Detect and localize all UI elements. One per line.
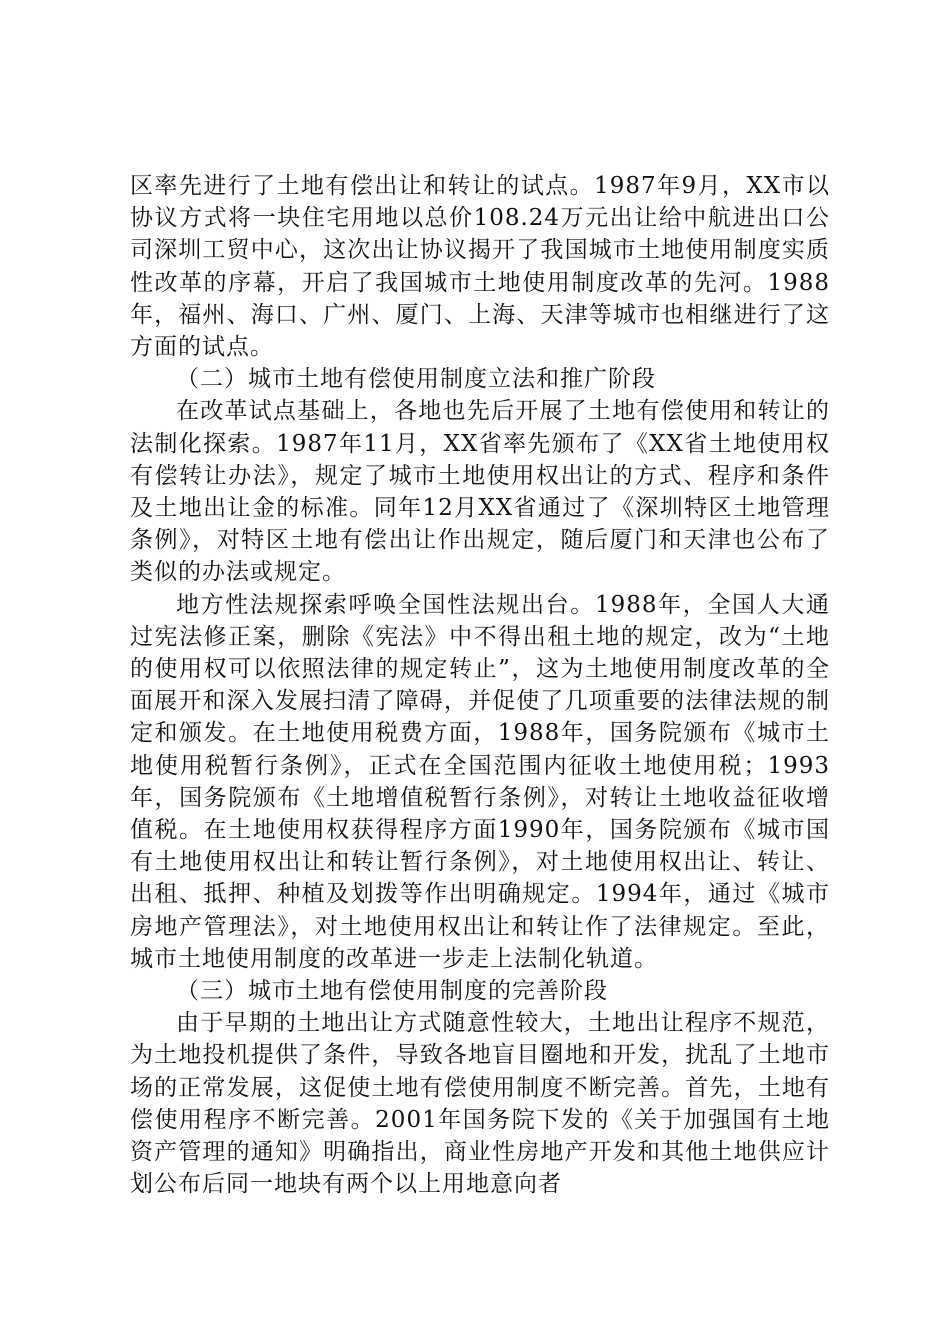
section-heading-improvement: （三）城市土地有偿使用制度的完善阶段 bbox=[176, 978, 608, 1005]
paragraph-national-legislation: 地方性法规探索呼唤全国性法规出台。1988年，全国人大通过宪法修正案，删除《宪法》中不得出租土地的规定，改为“土地的使用权可以依照法律的规定转止”，这为土地使用制度改革的全面展开和深入发展扫清了障碍，并促使了几项重要的法律法规的制定和颁发。在土地使用税费方面，1988年，国务院颁布《城市土地使用税暂行条例》，正式在全国范围内征收土地使用税；1993年，国务院颁布《土地增值税暂行条例》，对转让土地收益征收增值税。在土地使用权获得程序方面1990年，国务院颁布《城市国有土地使用权出让和转让暂行条例》，对土地使用权出让、转让、出租、抵押、种植及划拨等作出明确规定。1994年，通过《城市房地产管理法》，对土地使用权出让和转让作了法律规定。至此，城市土地使用制度的改革进一步走上法制化轨道。 bbox=[130, 591, 830, 972]
paragraph-pilot-intro: 区率先进行了土地有偿出让和转让的试点。1987年9月，XX市以协议方式将一块住宅用地以总价108.24万元出让给中航进出口公司深圳工贸中心，这次出让协议揭开了我国城市土地使用制度实质性改革的序幕，开启了我国城市土地使用制度改革的先河。1988年，福州、海口、广州、厦门、上海、天津等城市也相继进行了这方面的试点。 bbox=[130, 173, 830, 361]
section-heading-legislation: （二）城市土地有偿使用制度立法和推广阶段 bbox=[176, 366, 656, 393]
document-page bbox=[130, 170, 830, 1201]
paragraph-local-legislation: 在改革试点基础上，各地也先后开展了土地有偿使用和转让的法制化探索。1987年11月，XX省率先颁布了《XX省土地使用权有偿转让办法》，规定了城市土地使用权出让的方式、程序和条件及土地出让金的标准。同年12月XX省通过了《深圳特区土地管理条例》，对特区土地有偿出让作出规定，随后厦门和天津也公布了类似的办法或规定。 bbox=[130, 398, 830, 586]
paragraph-improvement: 由于早期的土地出让方式随意性较大，土地出让程序不规范，为土地投机提供了条件，导致各地盲目圈地和开发，扰乱了土地市场的正常发展，这促使土地有偿使用制度不断完善。首先，土地有偿使用程序不断完善。2001年国务院下发的《关于加强国有土地资产管理的通知》明确指出，商业性房地产开发和其他土地供应计划公布后同一地块有两个以上用地意向者 bbox=[130, 1010, 830, 1198]
